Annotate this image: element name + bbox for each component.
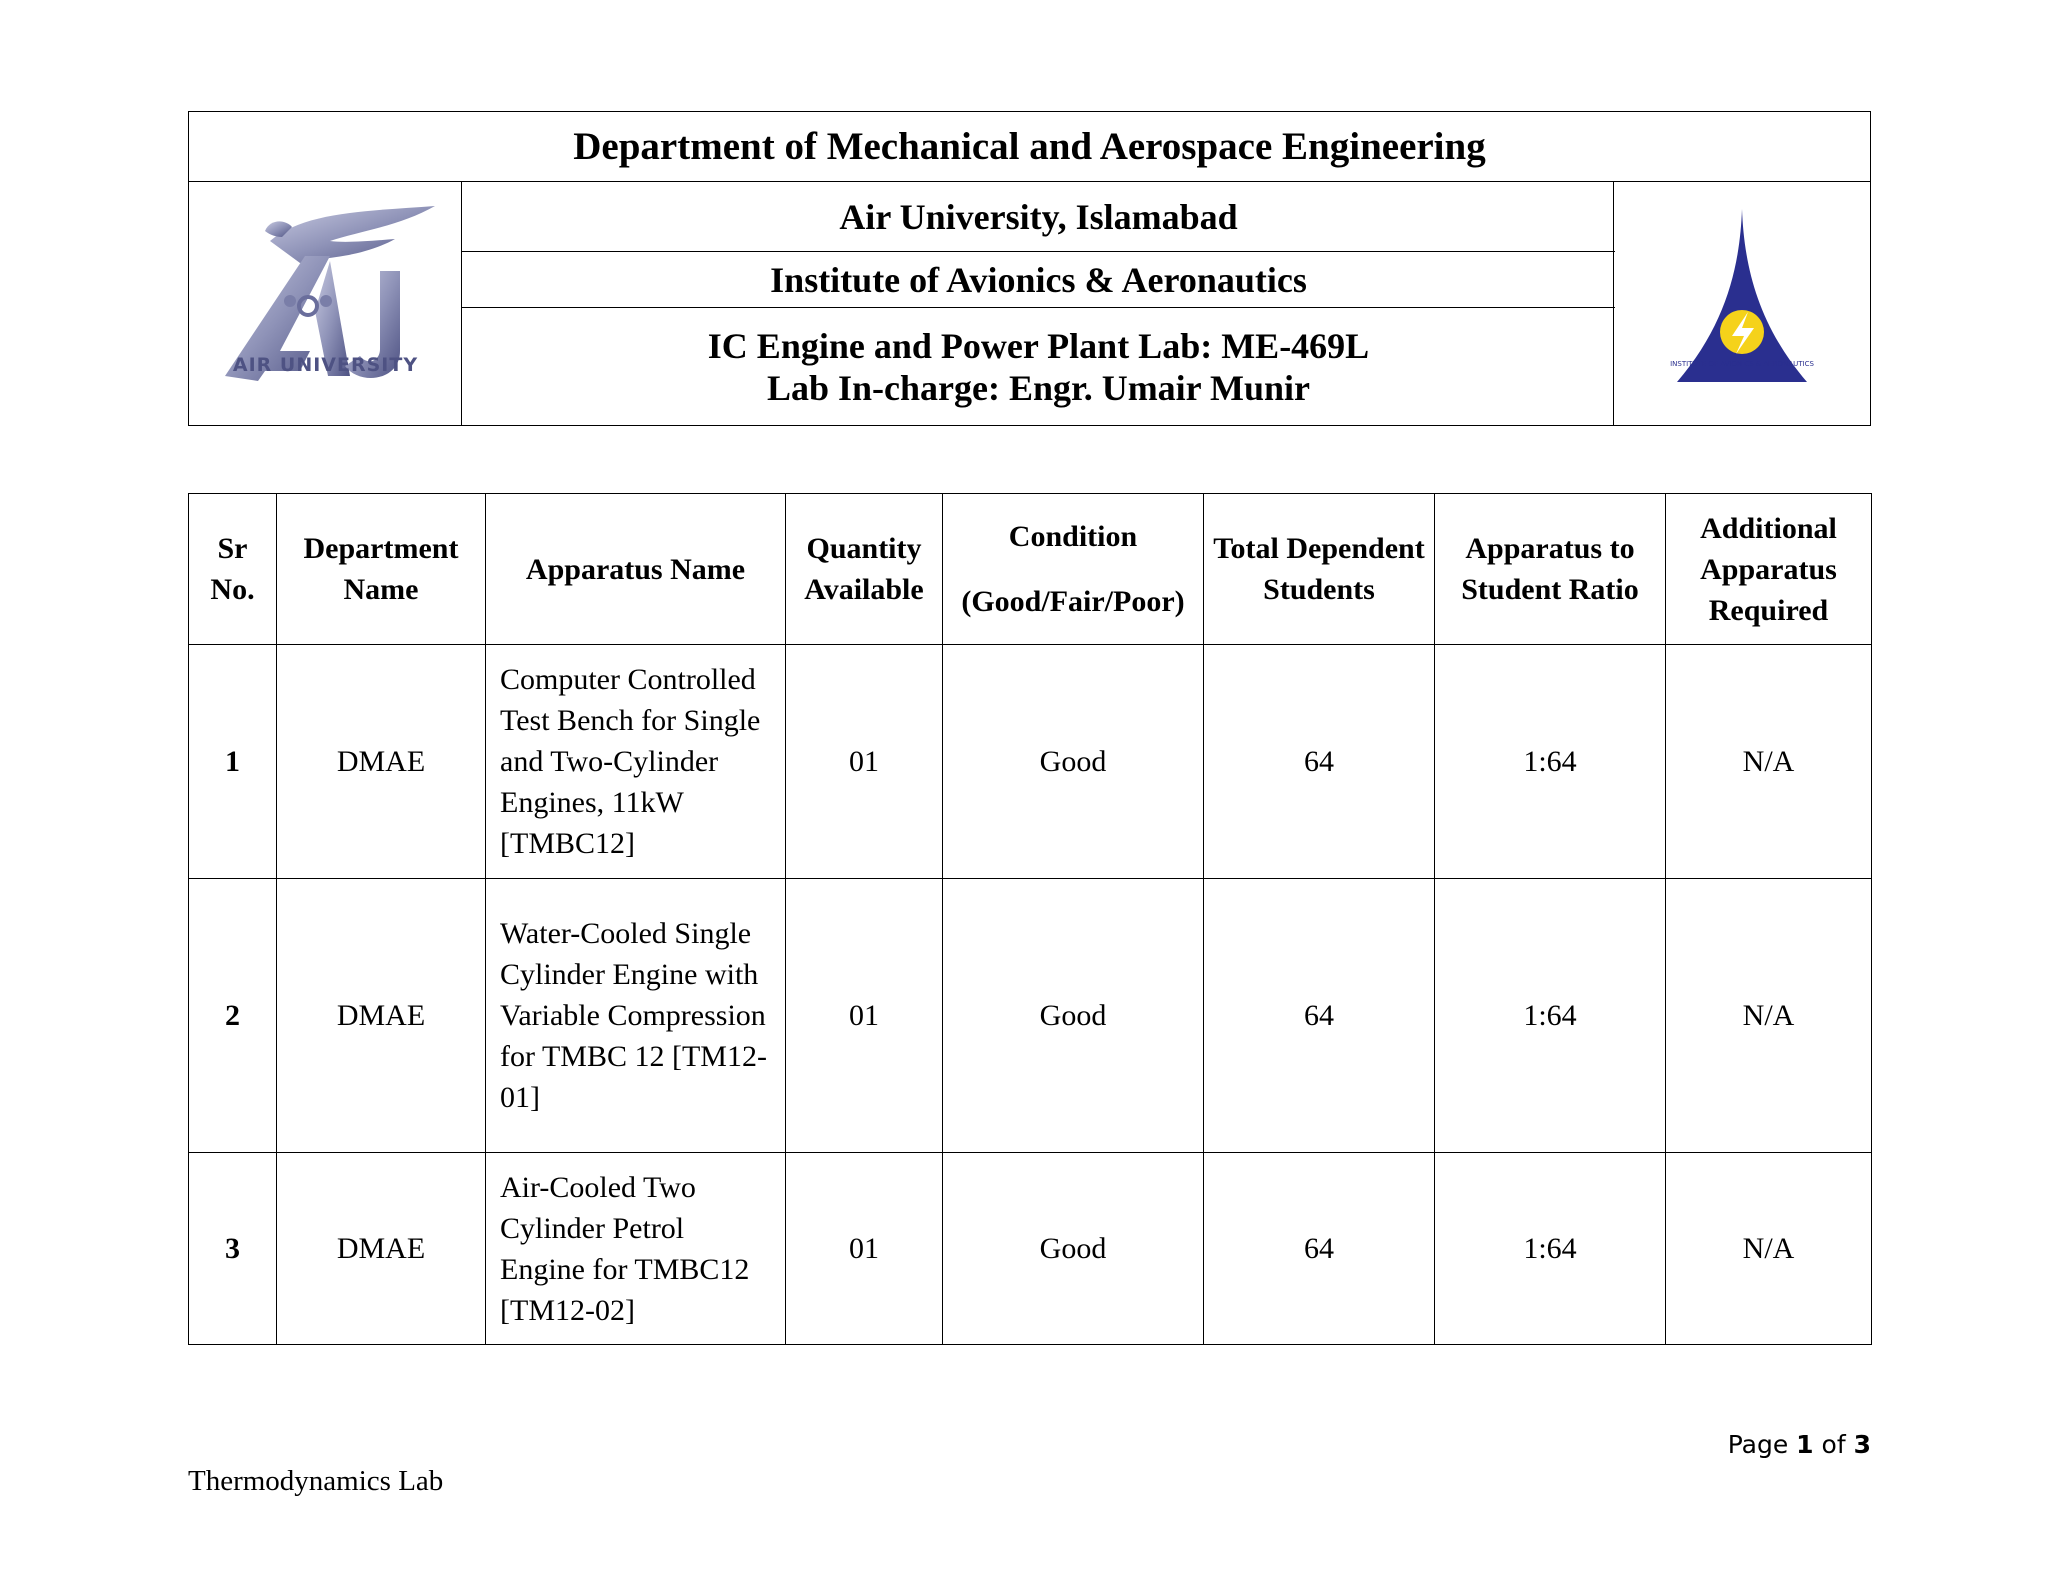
cell-apparatus: Air-Cooled Two Cylinder Petrol Engine for TMBC12 [TM12-02] <box>486 1153 786 1345</box>
avionics-spire-icon <box>1662 204 1822 404</box>
cell-ratio: 1:64 <box>1435 879 1666 1153</box>
page-total: 3 <box>1853 1430 1871 1459</box>
cell-students: 64 <box>1204 645 1435 879</box>
apparatus-table <box>188 493 1872 1345</box>
header-condition-label: Condition <box>1008 520 1138 553</box>
lab-incharge: Lab In-charge: Engr. Umair Munir <box>766 367 1311 408</box>
table-row <box>189 1153 1872 1345</box>
cell-department: DMAE <box>277 1153 486 1345</box>
cell-department: DMAE <box>277 645 486 879</box>
cell-department: DMAE <box>277 879 486 1153</box>
lab-info <box>462 308 1615 425</box>
air-university-logo-text: AIR UNIVERSITY <box>232 354 419 376</box>
cell-sr: 1 <box>189 645 277 879</box>
cell-condition: Good <box>943 1153 1204 1345</box>
department-title: Department of Mechanical and Aerospace Engineering <box>189 112 1870 182</box>
institute-logo <box>1613 182 1870 425</box>
header-center <box>462 182 1615 425</box>
header-condition-sub: (Good/Fair/Poor) <box>961 585 1185 618</box>
footer-text: Thermodynamics Lab <box>188 1465 444 1497</box>
cell-additional: N/A <box>1666 879 1872 1153</box>
cell-additional: N/A <box>1666 1153 1872 1345</box>
page-current: 1 <box>1796 1430 1814 1459</box>
cell-apparatus: Water-Cooled Single Cylinder Engine with Variable Compression for TMBC 12 [TM12-01] <box>486 879 786 1153</box>
cell-condition: Good <box>943 645 1204 879</box>
table-row <box>189 645 1872 879</box>
institute-name: Institute of Avionics & Aeronautics <box>462 252 1615 308</box>
header-sr: Sr No. <box>189 494 277 645</box>
cell-students: 64 <box>1204 879 1435 1153</box>
cell-quantity: 01 <box>786 879 943 1153</box>
cell-students: 64 <box>1204 1153 1435 1345</box>
header-block <box>188 111 1871 426</box>
table-header-row <box>189 494 1872 645</box>
institute-logo-text: INSTITUTE OF AVIONICS & AERONAUTICS <box>1670 360 1814 368</box>
header-additional: Additional Apparatus Required <box>1666 494 1872 645</box>
cell-apparatus: Computer Controlled Test Bench for Single and Two-Cylinder Engines, 11kW [TMBC12] <box>486 645 786 879</box>
cell-additional: N/A <box>1666 645 1872 879</box>
cell-sr: 2 <box>189 879 277 1153</box>
cell-sr: 3 <box>189 1153 277 1345</box>
page-number <box>1728 1430 1871 1459</box>
cell-quantity: 01 <box>786 645 943 879</box>
page-prefix: Page <box>1727 1430 1789 1459</box>
cell-condition: Good <box>943 879 1204 1153</box>
cell-ratio: 1:64 <box>1435 1153 1666 1345</box>
air-university-logo <box>189 182 462 425</box>
header-students: Total Dependent Students <box>1204 494 1435 645</box>
header-quantity: Quantity Available <box>786 494 943 645</box>
header-condition <box>943 494 1204 645</box>
table-row <box>189 879 1872 1153</box>
university-name: Air University, Islamabad <box>462 182 1615 252</box>
header-department: Department Name <box>277 494 486 645</box>
cell-quantity: 01 <box>786 1153 943 1345</box>
page-of: of <box>1821 1430 1846 1459</box>
header-ratio: Apparatus to Student Ratio <box>1435 494 1666 645</box>
lab-title: IC Engine and Power Plant Lab: ME-469L <box>707 325 1370 366</box>
cell-ratio: 1:64 <box>1435 645 1666 879</box>
header-apparatus: Apparatus Name <box>486 494 786 645</box>
